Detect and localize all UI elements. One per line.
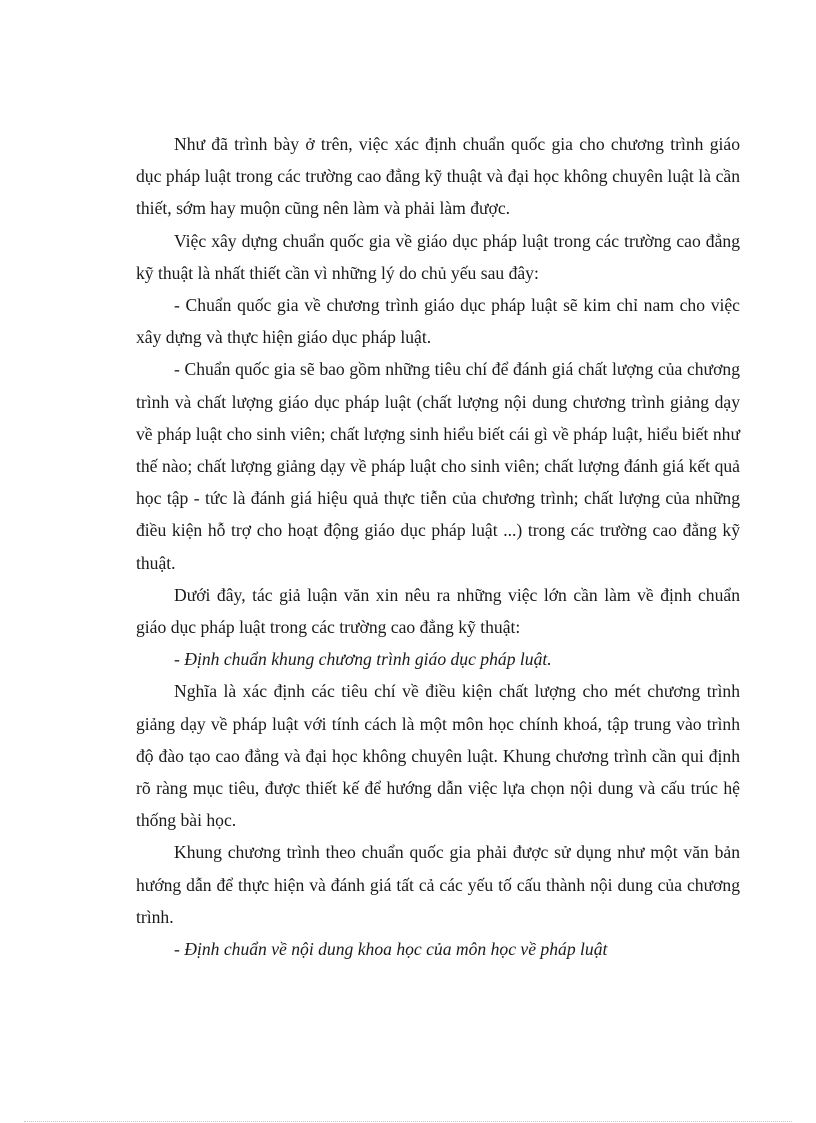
- paragraph: Như đã trình bày ở trên, việc xác định chuẩn quốc gia cho chương trình giáo dục pháp luật trong các trường cao đẳng kỹ thuật và đại học không chuyên luật là cần thiết, sớm hay muộn cũng nên làm và phải làm được.: [136, 134, 740, 219]
- paragraph: Khung chương trình theo chuẩn quốc gia phải được sử dụng như một văn bản hướng dẫn để thực hiện và đánh giá tất cả các yếu tố cấu thành nội dung của chương trình.: [136, 842, 740, 927]
- list-item: - Chuẩn quốc gia sẽ bao gồm những tiêu chí để đánh giá chất lượng của chương trình và chất lượng giáo dục pháp luật (chất lượng nội dung chương trình giảng dạy về pháp luật cho sinh viên; chất lượng sinh hiểu biết cái gì về pháp luật, hiểu biết như thế nào; chất lượng giảng dạy về pháp luật cho sinh viên; chất lượng đánh giá kết quả học tập - tức là đánh giá hiệu quả thực tiễn của chương trình; chất lượng của những điều kiện hỗ trợ cho hoạt động giáo dục pháp luật ...) trong các trường cao đẳng kỹ thuật.: [136, 359, 740, 573]
- document-body: [136, 128, 740, 965]
- list-item: - Chuẩn quốc gia về chương trình giáo dục pháp luật sẽ kim chỉ nam cho việc xây dựng và thực hiện giáo dục pháp luật.: [136, 295, 740, 348]
- section-heading: - Định chuẩn về nội dung khoa học của môn học về pháp luật: [174, 939, 608, 960]
- paragraph: Dưới đây, tác giả luận văn xin nêu ra những việc lớn cần làm về định chuẩn giáo dục pháp luật trong các trường cao đẳng kỹ thuật:: [136, 584, 740, 638]
- paragraph: Nghĩa là xác định các tiêu chí về điều kiện chất lượng cho mét chương trình giảng dạy về pháp luật với tính cách là một môn học chính khoá, tập trung vào trình độ đào tạo cao đẳng và đại học không chuyên luật. Khung chương trình cần qui định rõ ràng mục tiêu, được thiết kế để hướng dẫn việc lựa chọn nội dung và cấu trúc hệ thống bài học.: [136, 681, 740, 831]
- section-heading: - Định chuẩn khung chương trình giáo dục pháp luật.: [174, 649, 552, 670]
- page-bottom-divider: [24, 1121, 792, 1122]
- paragraph: Việc xây dựng chuẩn quốc gia về giáo dục pháp luật trong các trường cao đẳng kỹ thuật là nhất thiết cần vì những lý do chủ yếu sau đây:: [136, 230, 740, 283]
